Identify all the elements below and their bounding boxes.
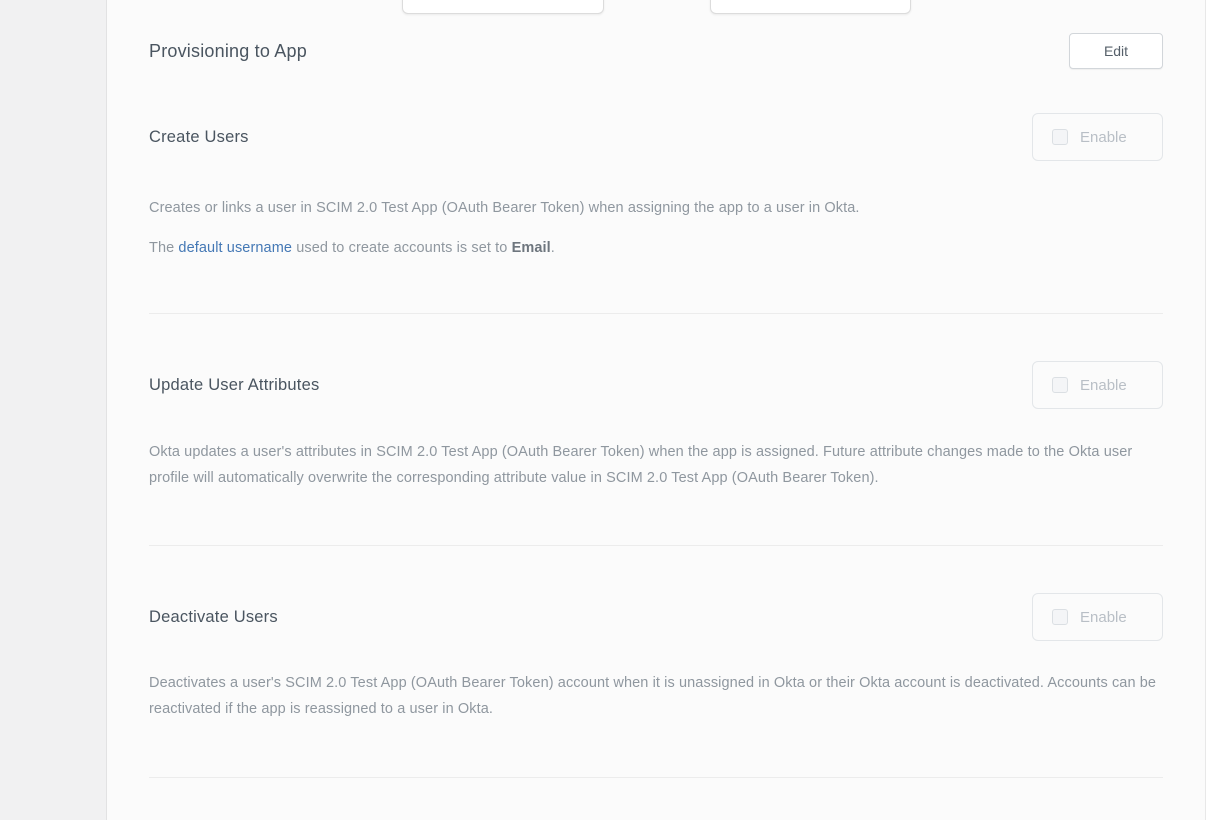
edit-button[interactable]: Edit [1069, 33, 1163, 69]
create-users-description: Creates or links a user in SCIM 2.0 Test App (OAuth Bearer Token) when assigning the app to a user in Okta. [149, 200, 860, 216]
page-title: Provisioning to App [149, 40, 307, 61]
cropped-input-right[interactable] [710, 0, 911, 14]
left-sidebar-strip [0, 0, 107, 820]
default-username-link[interactable]: default username [178, 240, 293, 256]
checkbox-icon[interactable] [1052, 129, 1068, 145]
create-users-username-line [149, 235, 1163, 261]
enable-toggle-deactivate-users[interactable] [1032, 593, 1163, 641]
enable-toggle-update-user-attributes[interactable] [1032, 361, 1163, 409]
section-deactivate-users [149, 593, 1163, 641]
right-gutter [1205, 0, 1212, 820]
checkbox-icon[interactable] [1052, 609, 1068, 625]
username-line-suffix: . [550, 240, 555, 256]
section-divider [149, 313, 1163, 314]
provisioning-panel [107, 0, 1205, 820]
deactivate-users-description: Deactivates a user's SCIM 2.0 Test App (OAuth Bearer Token) account when it is unassigned in Okta or their Okta account is deactivated. Accounts can be reactivated if the app is reassigned to a user in Okta. [149, 675, 1157, 717]
enable-label: Enable [1080, 128, 1127, 146]
username-value: Email [511, 240, 551, 256]
username-line-prefix: The [149, 240, 179, 256]
section-title-deactivate-users: Deactivate Users [149, 607, 278, 626]
section-divider [149, 777, 1163, 778]
cropped-input-left[interactable] [402, 0, 604, 14]
section-create-users [149, 113, 1163, 161]
enable-label: Enable [1080, 376, 1127, 394]
section-title-create-users: Create Users [149, 127, 249, 146]
section-title-update-user-attributes: Update User Attributes [149, 375, 320, 394]
username-line-middle: used to create accounts is set to [292, 240, 512, 256]
panel-header [149, 33, 1163, 69]
section-update-user-attributes [149, 361, 1163, 409]
checkbox-icon[interactable] [1052, 377, 1068, 393]
section-divider [149, 545, 1163, 546]
enable-label: Enable [1080, 608, 1127, 626]
update-user-attributes-description: Okta updates a user's attributes in SCIM 2.0 Test App (OAuth Bearer Token) when the app is assigned. Future attribute changes made to the Okta user profile will automatically overwrite the corresponding attribute value in SCIM 2.0 Test App (OAuth Bearer Token). [149, 444, 1133, 486]
enable-toggle-create-users[interactable] [1032, 113, 1163, 161]
